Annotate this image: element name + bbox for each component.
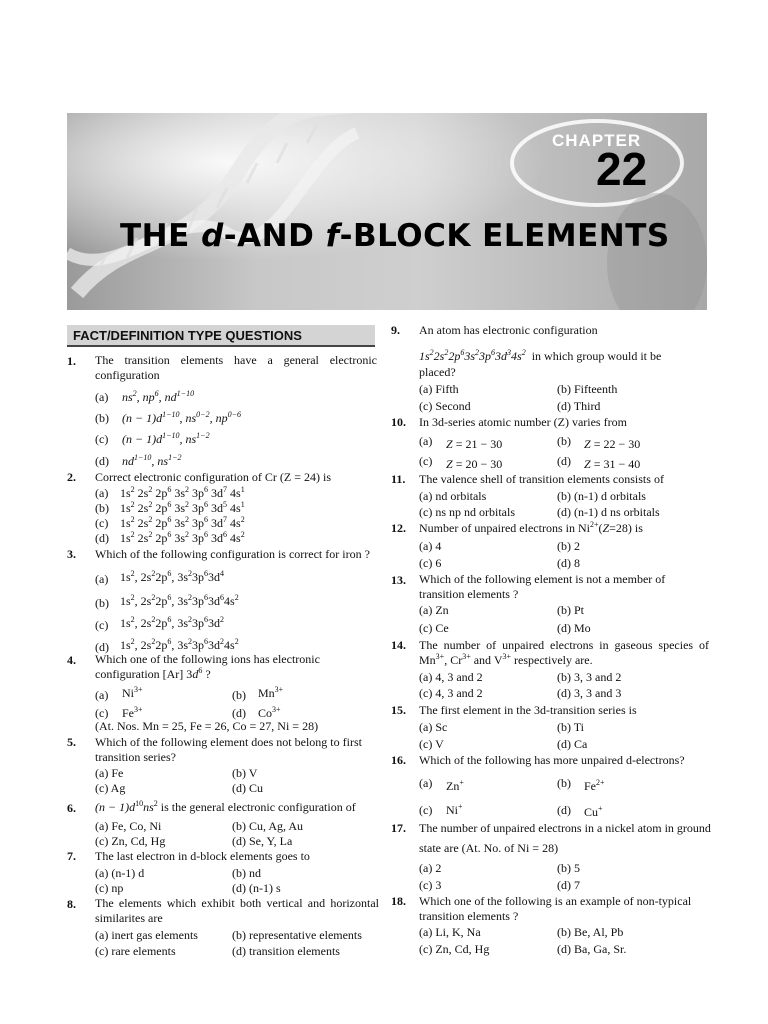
option-c: (c) V	[419, 737, 444, 751]
option-a: (a) Li, K, Na	[419, 925, 481, 939]
section-heading: FACT/DEFINITION TYPE QUESTIONS	[67, 325, 375, 347]
option-label: (a)	[95, 688, 109, 702]
option-formula: $1s^2$ $2s^2$ $2p^6$ $3s^2$ $3p^6$ $3d^5$ $4s^1$	[120, 500, 245, 515]
question-number: 18.	[391, 894, 406, 908]
option-b: (b) Ti	[557, 720, 585, 734]
option-formula: $(n - 1)d^{1-10}$, $ns^{1-2}$	[122, 431, 210, 446]
option-c: (c) 3	[419, 878, 442, 892]
question-number: 16.	[391, 753, 406, 767]
option-formula: $Fe^{2+}$	[584, 778, 605, 793]
option-c: (c) Zn, Cd, Hg	[95, 834, 166, 848]
option-formula: $Ni^{3+}$	[122, 685, 143, 700]
question-number: 9.	[391, 323, 400, 337]
option-label: (c)	[95, 618, 109, 632]
question-number: 5.	[67, 735, 76, 749]
option-b: (b) 3, 3 and 2	[557, 670, 622, 684]
option-label: (b)	[557, 776, 571, 790]
option-label: (d)	[557, 454, 571, 468]
question-text: Which one of the following is an example of non-typical transition elements ?	[419, 894, 692, 923]
option-label: (b)	[95, 596, 109, 610]
question-text: The transition elements have a general electronic configuration	[95, 353, 377, 382]
option-d: (d) Ca	[557, 737, 588, 751]
question-number: 6.	[67, 801, 76, 815]
option-a: (a) Sc	[419, 720, 448, 734]
question-number: 7.	[67, 849, 76, 863]
question-text: $(n - 1)d^{10}ns^2$ is the general electronic configuration of	[95, 799, 356, 814]
option-b: (b) 2	[557, 539, 580, 553]
option-d: (d) (n-1) s	[232, 881, 281, 895]
option-c: (c) ns np nd orbitals	[419, 505, 515, 519]
question-text: An atom has electronic configuration	[419, 323, 598, 337]
option-formula: $Fe^{3+}$	[122, 705, 143, 720]
option-c: (c) 6	[419, 556, 442, 570]
option-a: (a) Fifth	[419, 382, 459, 396]
question-number: 13.	[391, 573, 406, 587]
option-label: (d)	[232, 706, 246, 720]
option-formula: $nd^{1-10}$, $ns^{1-2}$	[122, 453, 182, 468]
option-formula: $1s^2$, $2s^22p^6$, $3s^23p^63d^64s^2$	[120, 593, 239, 608]
option-label: (d)	[95, 640, 109, 654]
option-label: (d)	[95, 454, 109, 468]
question-text: The number of unpaired electrons in a nickel atom in ground	[419, 821, 711, 835]
chapter-label: CHAPTER	[552, 131, 642, 150]
option-formula: $(n - 1)d^{1-10}$, $ns^{0-2}$, $np^{0-6}$	[122, 410, 241, 425]
option-a: (a) 4	[419, 539, 442, 553]
option-label: (a)	[95, 572, 109, 586]
question-number: 4.	[67, 653, 76, 667]
question-text-cont: state are (At. No. of Ni = 28)	[419, 841, 559, 855]
question-text-cont: placed?	[419, 365, 456, 379]
option-a: (a) (n-1) d	[95, 866, 145, 880]
option-c: (c) Ce	[419, 621, 449, 635]
option-formula: Zn+	[446, 778, 464, 793]
chapter-title: THE d-AND f-BLOCK ELEMENTS	[120, 218, 670, 254]
option-formula: Ni+	[446, 802, 463, 817]
option-formula: $1s^2$ $2s^2$ $2p^6$ $3s^2$ $3p^6$ $3d^7$ $4s^1$	[120, 485, 245, 500]
option-label: (b)	[557, 434, 571, 448]
option-d: (d) 7	[557, 878, 580, 892]
option-formula: $1s^2$, $2s^22p^6$, $3s^23p^63d^2$	[120, 615, 225, 630]
option-label: (b)	[232, 688, 246, 702]
chapter-number: 22	[596, 143, 648, 195]
question-text: Which one of the following ions has electronic configuration [Ar] $3d^6$ ?	[95, 652, 320, 681]
option-b: (b) Pt	[557, 603, 584, 617]
option-c: (c) 4, 3 and 2	[419, 686, 483, 700]
option-a: (a) 4, 3 and 2	[419, 670, 483, 684]
option-a: (a) nd orbitals	[419, 489, 487, 503]
option-b: (b) nd	[232, 866, 261, 880]
option-label: (c)	[95, 706, 109, 720]
option-formula: Cu+	[584, 804, 603, 819]
option-label: (a)	[95, 390, 109, 404]
option-c: (c) rare elements	[95, 944, 176, 958]
question-text: Correct electronic configuration of Cr (Z = 24) is	[95, 470, 332, 484]
question-number: 12.	[391, 521, 406, 535]
question-text: Which of the following element does not belong to first transition series?	[95, 735, 362, 764]
option-c: (c) Zn, Cd, Hg	[419, 942, 490, 956]
option-formula: $ns^2$, $np^6$, $nd^{1-10}$	[122, 389, 195, 404]
option-formula: $Mn^{3+}$	[258, 685, 284, 700]
question-text: The valence shell of transition elements consists of	[419, 472, 664, 486]
option-label: (a)	[419, 434, 433, 448]
option-d: (d) Third	[557, 399, 601, 413]
question-number: 17.	[391, 821, 406, 835]
option-a: (a) inert gas elements	[95, 928, 198, 942]
option-b: (b) Be, Al, Pb	[557, 925, 624, 939]
question-number: 1.	[67, 354, 76, 368]
question-text: The first element in the 3d-transition series is	[419, 703, 637, 717]
question-text: Which of the following has more unpaired d-electrons?	[419, 753, 685, 767]
option-label: (c)	[419, 803, 433, 817]
question-text: The number of unpaired electrons in gaseous species of $Mn^{3+}$, $Cr^{3+}$ and $V^{3+}$ respectively are.	[419, 638, 709, 667]
option-formula: $1s^2$ $2s^2$ $2p^6$ $3s^2$ $3p^6$ $3d^7$ $4s^2$	[120, 515, 245, 530]
option-d: (d) Se, Y, La	[232, 834, 293, 848]
option-formula: Z = 21 − 30	[446, 437, 503, 451]
question-text: Which of the following element is not a member of transition elements ?	[419, 572, 666, 601]
option-b: (b) Cu, Ag, Au	[232, 819, 304, 833]
option-formula: $1s^2$ $2s^2$ $2p^6$ $3s^2$ $3p^6$ $3d^6$ $4s^2$	[120, 530, 245, 545]
question-text: Number of unpaired electrons in $Ni^{2+}(Z=28)$ is	[419, 520, 643, 535]
question-number: 14.	[391, 638, 406, 652]
question-number: 2.	[67, 470, 76, 484]
option-formula: Z = 31 − 40	[584, 457, 641, 471]
option-b: (b) Fifteenth	[557, 382, 618, 396]
question-note: (At. Nos. Mn = 25, Fe = 26, Co = 27, Ni = 28)	[95, 719, 319, 733]
option-a: (a) Zn	[419, 603, 449, 617]
question-text: The last electron in d-block elements goes to	[95, 849, 310, 863]
option-formula: $1s^22s^22p^63s^23p^63d^34s^2$ in which group would it be	[419, 348, 662, 363]
option-label: (c)	[95, 432, 109, 446]
option-b: (b) V	[232, 766, 258, 780]
option-b: (b) representative elements	[232, 928, 362, 942]
question-number: 8.	[67, 897, 76, 911]
option-d: (d) Ba, Ga, Sr.	[557, 942, 627, 956]
question-number: 3.	[67, 547, 76, 561]
option-label: (b)	[95, 411, 109, 425]
option-b: (b) (n-1) d orbitals	[557, 489, 646, 503]
option-c: (c) np	[95, 881, 124, 895]
option-a: (a) 2	[419, 861, 442, 875]
question-text: The elements which exhibit both vertical and horizontal similarites are	[95, 896, 379, 925]
option-label: (a)	[95, 486, 109, 500]
option-c: (c) Second	[419, 399, 471, 413]
option-a: (a) Fe, Co, Ni	[95, 819, 162, 833]
option-a: (a) Fe	[95, 766, 124, 780]
option-d: (d) 8	[557, 556, 580, 570]
option-d: (d) Cu	[232, 781, 263, 795]
option-c: (c) Ag	[95, 781, 126, 795]
option-b: (b) 5	[557, 861, 580, 875]
option-formula: $1s^2$, $2s^22p^6$, $3s^23p^63d^4$	[120, 569, 225, 584]
option-formula: Z = 22 − 30	[584, 437, 641, 451]
option-label: (b)	[95, 501, 109, 515]
option-label: (d)	[95, 531, 109, 545]
option-formula: $1s^2$, $2s^22p^6$, $3s^23p^63d^24s^2$	[120, 637, 239, 652]
option-label: (d)	[557, 803, 571, 817]
question-number: 11.	[391, 472, 406, 486]
option-d: (d) transition elements	[232, 944, 340, 958]
question-text: In 3d-series atomic number (Z) varies from	[419, 415, 627, 429]
option-d: (d) (n-1) d ns orbitals	[557, 505, 660, 519]
option-d: (d) 3, 3 and 3	[557, 686, 622, 700]
option-formula: Z = 20 − 30	[446, 457, 503, 471]
option-label: (c)	[419, 454, 433, 468]
question-number: 10.	[391, 415, 406, 429]
option-formula: $Co^{3+}$	[258, 705, 281, 720]
question-number: 15.	[391, 703, 406, 717]
option-label: (c)	[95, 516, 109, 530]
option-label: (a)	[419, 776, 433, 790]
question-text: Which of the following configuration is correct for iron ?	[95, 547, 370, 561]
option-d: (d) Mo	[557, 621, 591, 635]
